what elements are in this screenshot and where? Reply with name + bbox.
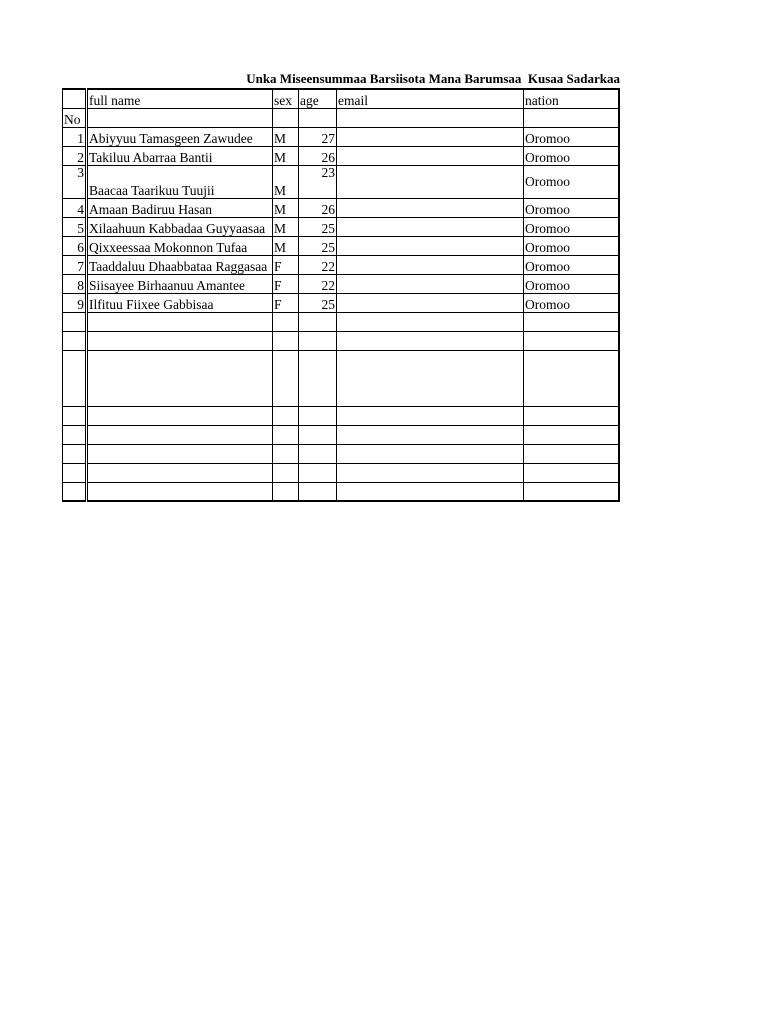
row-sex: M <box>273 146 299 165</box>
row-full-name: Xilaahuun Kabbadaa Guyyaasaa <box>87 217 273 236</box>
row-sex: M <box>273 217 299 236</box>
col-header-sex: sex <box>273 89 299 108</box>
row-full-name: Siisayee Birhaanuu Amantee <box>87 274 273 293</box>
row-nation: Oromoo <box>524 236 619 255</box>
col-header-email: email <box>337 89 524 108</box>
row-nation: Oromoo <box>524 217 619 236</box>
row-nation: Oromoo <box>524 146 619 165</box>
table-row <box>63 293 619 312</box>
empty-row <box>63 406 619 425</box>
header-row <box>63 89 619 108</box>
empty-row <box>63 425 619 444</box>
row-no: 4 <box>63 198 87 217</box>
empty-row <box>63 350 619 406</box>
empty-row <box>63 482 619 501</box>
empty-row <box>63 444 619 463</box>
row-no: 9 <box>63 293 87 312</box>
table-row <box>63 255 619 274</box>
table-row <box>63 146 619 165</box>
row-age: 23 <box>299 165 337 198</box>
row-age: 22 <box>299 274 337 293</box>
row-age: 25 <box>299 217 337 236</box>
table-row <box>63 217 619 236</box>
row-full-name: Qixxeessaa Mokonnon Tufaa <box>87 236 273 255</box>
row-no: 2 <box>63 146 87 165</box>
row-sex: M <box>273 198 299 217</box>
col-header-full-name: full name <box>87 89 273 108</box>
row-age: 22 <box>299 255 337 274</box>
row-email <box>337 255 524 274</box>
row-full-name: Taaddaluu Dhaabbataa Raggasaa <box>87 255 273 274</box>
row-age: 26 <box>299 198 337 217</box>
page-title: Unka Miseensummaa Barsiisota Mana Barumsaa Kusaa Sadarkaa <box>246 71 620 86</box>
row-full-name: Ilfituu Fiixee Gabbisaa <box>87 293 273 312</box>
table-row <box>63 274 619 293</box>
row-no: 1 <box>63 127 87 146</box>
row-email <box>337 274 524 293</box>
row-email <box>337 217 524 236</box>
row-sex: M <box>273 165 299 198</box>
table-row <box>63 165 619 198</box>
table-row <box>63 198 619 217</box>
row-email <box>337 146 524 165</box>
roster-table <box>62 88 620 502</box>
row-email <box>337 236 524 255</box>
no-label-row <box>63 108 619 127</box>
row-age: 25 <box>299 293 337 312</box>
col-header-no <box>63 89 87 108</box>
row-sex: F <box>273 274 299 293</box>
no-label: No <box>63 108 87 127</box>
row-nation: Oromoo <box>524 127 619 146</box>
row-full-name: Takiluu Abarraa Bantii <box>87 146 273 165</box>
row-email <box>337 198 524 217</box>
row-age: 25 <box>299 236 337 255</box>
row-no: 6 <box>63 236 87 255</box>
row-full-name: Abiyyuu Tamasgeen Zawudee <box>87 127 273 146</box>
row-full-name: Baacaa Taarikuu Tuujii <box>87 165 273 198</box>
table-row <box>63 127 619 146</box>
empty-row <box>63 312 619 331</box>
row-sex: F <box>273 255 299 274</box>
row-no: 8 <box>63 274 87 293</box>
row-no: 7 <box>63 255 87 274</box>
row-nation: Oromoo <box>524 198 619 217</box>
row-sex: M <box>273 127 299 146</box>
empty-row <box>63 463 619 482</box>
row-full-name: Amaan Badiruu Hasan <box>87 198 273 217</box>
row-nation: Oromoo <box>524 255 619 274</box>
row-no: 5 <box>63 217 87 236</box>
row-email <box>337 165 524 198</box>
row-age: 27 <box>299 127 337 146</box>
row-sex: F <box>273 293 299 312</box>
row-nation: Oromoo <box>524 165 619 198</box>
row-email <box>337 293 524 312</box>
row-nation: Oromoo <box>524 293 619 312</box>
table-row <box>63 236 619 255</box>
col-header-age: age <box>299 89 337 108</box>
row-sex: M <box>273 236 299 255</box>
row-no: 3 <box>63 165 87 198</box>
row-email <box>337 127 524 146</box>
row-nation: Oromoo <box>524 274 619 293</box>
col-header-nation: nation <box>524 89 619 108</box>
row-age: 26 <box>299 146 337 165</box>
empty-row <box>63 331 619 350</box>
